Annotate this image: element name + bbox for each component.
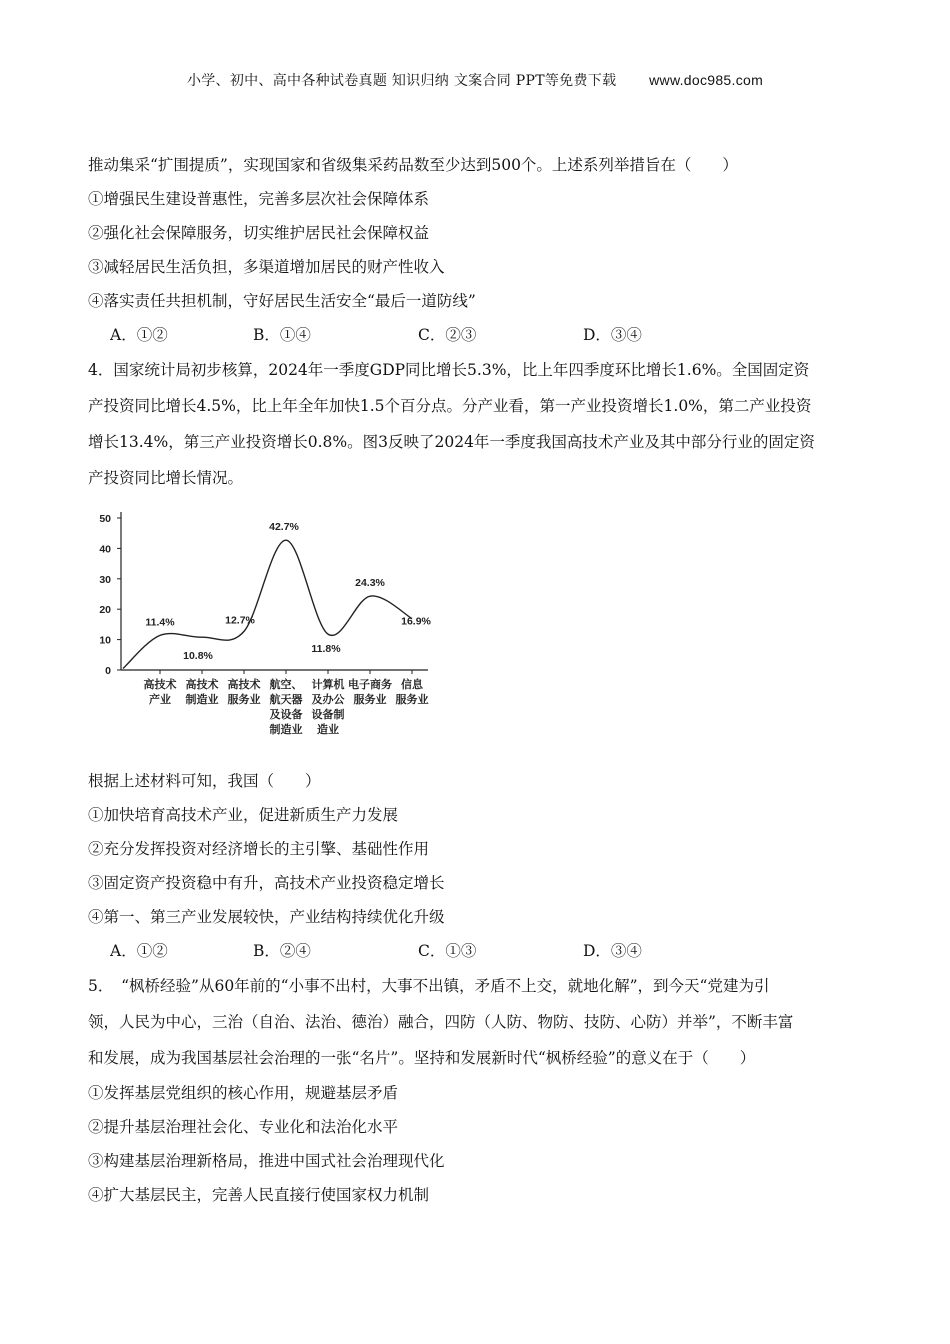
x-tick-label: 产业	[149, 694, 171, 706]
data-label: 16.9%	[401, 615, 431, 628]
q4-option-d[interactable]: D．③④	[583, 942, 642, 960]
x-tick-label: 制造业	[269, 724, 303, 736]
header-url[interactable]: www.doc985.com	[649, 72, 764, 88]
q5-item-2: ②提升基层治理社会化、专业化和法治化水平	[88, 1118, 399, 1136]
document-body	[88, 148, 868, 1212]
q4-item-4: ④第一、第三产业发展较快，产业结构持续优化升级	[88, 908, 445, 926]
q3-option-d[interactable]: D．③④	[583, 326, 642, 344]
data-label: 24.3%	[355, 577, 385, 590]
y-tick-label: 10	[99, 634, 111, 647]
q5-item-3: ③构建基层治理新格局，推进中国式社会治理现代化	[88, 1152, 445, 1170]
data-label: 11.8%	[311, 643, 341, 656]
q4-option-b[interactable]: B．②④	[253, 942, 311, 960]
q3-option-c[interactable]: C．②③	[418, 326, 477, 344]
x-tick-label: 设备制	[311, 709, 345, 721]
q5-stem-line-3: 和发展，成为我国基层社会治理的一张“名片”。坚持和发展新时代“枫桥经验”的意义在于（ ）	[88, 1049, 756, 1067]
x-tick-label: 电子商务	[348, 679, 392, 691]
page-header	[0, 70, 950, 90]
q3-item-3: ③减轻居民生活负担，多渠道增加居民的财产性收入	[88, 258, 445, 276]
q5-stem-line-2: 领，人民为中心，三治（自治、法治、德治）融合，四防（人防、物防、技防、心防）并举”，不断丰富	[88, 1013, 794, 1031]
line-chart-svg	[88, 504, 448, 744]
x-tick-label: 高技术	[185, 679, 219, 691]
q3-stem-tail: 推动集采“扩围提质”，实现国家和省级集采药品数至少达到500个。上述系列举措旨在（ ）	[88, 156, 738, 174]
header-text: 小学、初中、高中各种试卷真题 知识归纳 文案合同 PPT等免费下载	[186, 73, 617, 89]
x-tick-label: 高技术	[143, 679, 177, 691]
q4-stem-line-2: 产投资同比增长4.5%，比上年全年加快1.5个百分点。分产业看，第一产业投资增长1.0%，第二产业投资	[88, 397, 812, 415]
y-tick-label: 50	[99, 513, 111, 525]
q4-options	[88, 934, 868, 968]
q5-item-4: ④扩大基层民主，完善人民直接行使国家权力机制	[88, 1186, 430, 1204]
q4-question: 根据上述材料可知，我国（ ）	[88, 772, 321, 790]
x-tick-label: 服务业	[353, 694, 387, 706]
q4-stem-line-4: 产投资同比增长情况。	[88, 469, 244, 487]
x-tick-label: 计算机	[311, 679, 345, 691]
q4-chart	[88, 504, 448, 744]
x-tick-label: 造业	[317, 724, 339, 736]
x-tick-label: 高技术	[227, 679, 261, 691]
y-tick-label: 20	[99, 604, 111, 617]
q3-item-2: ②强化社会保障服务，切实维护居民社会保障权益	[88, 224, 430, 242]
y-tick-label: 0	[105, 665, 111, 677]
x-tick-label: 服务业	[395, 694, 429, 706]
x-tick-label: 信息	[401, 679, 423, 691]
x-tick-label: 服务业	[227, 694, 261, 706]
q5-item-1: ①发挥基层党组织的核心作用，规避基层矛盾	[88, 1084, 399, 1102]
data-label: 10.8%	[183, 650, 213, 663]
q3-options	[88, 318, 868, 352]
q4-stem-line-3: 增长13.4%，第三产业投资增长0.8%。图3反映了2024年一季度我国高技术产业及其中部分行业的固定资	[88, 433, 815, 451]
x-tick-label: 航天器	[269, 694, 303, 706]
q3-option-a[interactable]: A．①②	[110, 326, 168, 344]
data-label: 42.7%	[269, 521, 299, 534]
q4-stem-line-1: 4．国家统计局初步核算，2024年一季度GDP同比增长5.3%，比上年四季度环比增长1.6%。全国固定资	[88, 361, 810, 379]
data-label: 11.4%	[145, 616, 175, 629]
y-tick-label: 40	[99, 543, 111, 556]
q4-item-3: ③固定资产投资稳中有升，高技术产业投资稳定增长	[88, 874, 445, 892]
y-tick-label: 30	[99, 573, 111, 586]
q4-item-2: ②充分发挥投资对经济增长的主引擎、基础性作用	[88, 840, 430, 858]
q5-stem	[88, 968, 868, 1076]
x-tick-label: 航空、	[269, 679, 303, 691]
data-label: 12.7%	[225, 614, 255, 627]
x-tick-label: 及办公	[311, 694, 345, 706]
q3-item-1: ①增强民生建设普惠性，完善多层次社会保障体系	[88, 190, 430, 208]
q4-item-1: ①加快培育高技术产业，促进新质生产力发展	[88, 806, 399, 824]
series-line	[123, 540, 412, 668]
x-tick-label: 制造业	[185, 694, 219, 706]
x-tick-label: 及设备	[269, 709, 303, 721]
q4-stem	[88, 352, 868, 496]
q4-option-a[interactable]: A．①②	[110, 942, 168, 960]
q4-option-c[interactable]: C．①③	[418, 942, 477, 960]
q3-item-4: ④落实责任共担机制，守好居民生活安全“最后一道防线”	[88, 292, 476, 310]
q3-option-b[interactable]: B．①④	[253, 326, 311, 344]
q5-stem-line-1: 5． “枫桥经验”从60年前的“小事不出村，大事不出镇，矛盾不上交，就地化解”，到今天“党建为引	[88, 977, 770, 995]
